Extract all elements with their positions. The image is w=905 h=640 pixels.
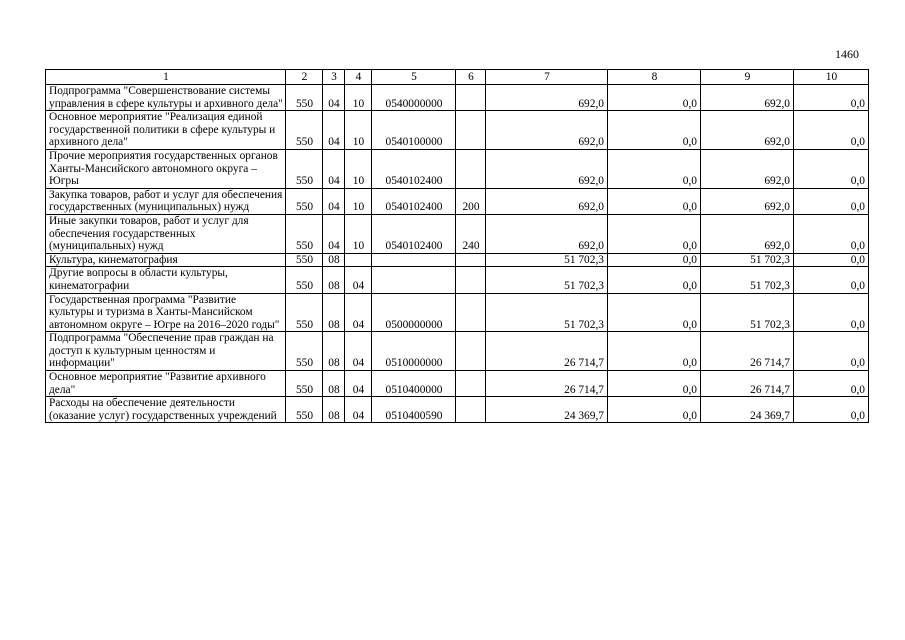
- subsection-cell: 04: [345, 332, 372, 371]
- table-row: [46, 267, 869, 293]
- target-article-cell: 0500000000: [372, 293, 456, 332]
- amount-cell: 0,0: [608, 188, 701, 214]
- target-article-cell: [372, 253, 456, 267]
- amount-cell: 692,0: [701, 149, 794, 188]
- expense-type-cell: [456, 253, 486, 267]
- target-article-cell: 0540100000: [372, 111, 456, 150]
- expense-type-cell: [456, 332, 486, 371]
- admin-code-cell: 550: [286, 332, 323, 371]
- table-row: [46, 253, 869, 267]
- section-cell: 08: [323, 332, 345, 371]
- admin-code-cell: 550: [286, 371, 323, 397]
- section-cell: 04: [323, 85, 345, 111]
- admin-code-cell: 550: [286, 397, 323, 423]
- table-row: [46, 293, 869, 332]
- amount-cell: 692,0: [486, 85, 608, 111]
- admin-code-cell: 550: [286, 214, 323, 253]
- amount-cell: 0,0: [608, 111, 701, 150]
- admin-code-cell: 550: [286, 188, 323, 214]
- section-cell: 04: [323, 214, 345, 253]
- row-name-cell: Закупка товаров, работ и услуг для обеспечения государственных (муниципальных) нужд: [46, 188, 286, 214]
- amount-cell: 0,0: [794, 149, 869, 188]
- section-cell: 08: [323, 253, 345, 267]
- budget-table: [45, 69, 869, 423]
- amount-cell: 0,0: [608, 267, 701, 293]
- subsection-cell: 04: [345, 267, 372, 293]
- expense-type-cell: [456, 149, 486, 188]
- expense-type-cell: [456, 267, 486, 293]
- amount-cell: 24 369,7: [486, 397, 608, 423]
- amount-cell: 692,0: [701, 188, 794, 214]
- target-article-cell: 0540102400: [372, 188, 456, 214]
- column-header: 9: [701, 70, 794, 85]
- amount-cell: 0,0: [794, 293, 869, 332]
- header-row: [46, 70, 869, 85]
- admin-code-cell: 550: [286, 111, 323, 150]
- row-name-cell: Государственная программа "Развитие культуры и туризма в Ханты-Мансийском автономном округе – Югре на 2016–2020 годы": [46, 293, 286, 332]
- amount-cell: 26 714,7: [486, 371, 608, 397]
- amount-cell: 0,0: [794, 85, 869, 111]
- target-article-cell: 0540102400: [372, 214, 456, 253]
- target-article-cell: 0510400000: [372, 371, 456, 397]
- amount-cell: 692,0: [486, 149, 608, 188]
- amount-cell: 692,0: [486, 214, 608, 253]
- table-row: [46, 332, 869, 371]
- admin-code-cell: 550: [286, 85, 323, 111]
- expense-type-cell: 200: [456, 188, 486, 214]
- subsection-cell: [345, 253, 372, 267]
- amount-cell: 692,0: [701, 85, 794, 111]
- amount-cell: 51 702,3: [486, 267, 608, 293]
- section-cell: 08: [323, 267, 345, 293]
- subsection-cell: 10: [345, 85, 372, 111]
- amount-cell: 0,0: [608, 253, 701, 267]
- admin-code-cell: 550: [286, 253, 323, 267]
- row-name-cell: Подпрограмма "Обеспечение прав граждан на доступ к культурным ценностям и информации": [46, 332, 286, 371]
- target-article-cell: [372, 267, 456, 293]
- amount-cell: 0,0: [608, 214, 701, 253]
- row-name-cell: Прочие мероприятия государственных органов Ханты-Мансийского автономного округа – Югры: [46, 149, 286, 188]
- admin-code-cell: 550: [286, 149, 323, 188]
- amount-cell: 0,0: [794, 397, 869, 423]
- page-number: 1460: [835, 47, 859, 61]
- amount-cell: 692,0: [701, 214, 794, 253]
- amount-cell: 0,0: [794, 267, 869, 293]
- expense-type-cell: [456, 293, 486, 332]
- amount-cell: 51 702,3: [701, 267, 794, 293]
- amount-cell: 0,0: [608, 397, 701, 423]
- expense-type-cell: [456, 111, 486, 150]
- expense-type-cell: [456, 85, 486, 111]
- subsection-cell: 04: [345, 397, 372, 423]
- amount-cell: 0,0: [794, 111, 869, 150]
- row-name-cell: Подпрограмма "Совершенствование системы управления в сфере культуры и архивного дела": [46, 85, 286, 111]
- row-name-cell: Другие вопросы в области культуры, кинематографии: [46, 267, 286, 293]
- amount-cell: 0,0: [794, 253, 869, 267]
- target-article-cell: 0510400590: [372, 397, 456, 423]
- amount-cell: 0,0: [608, 332, 701, 371]
- row-name-cell: Расходы на обеспечение деятельности (оказание услуг) государственных учреждений: [46, 397, 286, 423]
- amount-cell: 0,0: [608, 371, 701, 397]
- section-cell: 08: [323, 371, 345, 397]
- expense-type-cell: [456, 371, 486, 397]
- amount-cell: 0,0: [794, 371, 869, 397]
- amount-cell: 692,0: [486, 188, 608, 214]
- column-header: 6: [456, 70, 486, 85]
- target-article-cell: 0510000000: [372, 332, 456, 371]
- amount-cell: 24 369,7: [701, 397, 794, 423]
- amount-cell: 51 702,3: [701, 253, 794, 267]
- column-header: 2: [286, 70, 323, 85]
- table-row: [46, 397, 869, 423]
- section-cell: 08: [323, 397, 345, 423]
- target-article-cell: 0540102400: [372, 149, 456, 188]
- column-header: 5: [372, 70, 456, 85]
- table-row: [46, 111, 869, 150]
- amount-cell: 26 714,7: [701, 332, 794, 371]
- row-name-cell: Основное мероприятие "Развитие архивного дела": [46, 371, 286, 397]
- admin-code-cell: 550: [286, 267, 323, 293]
- amount-cell: 51 702,3: [486, 253, 608, 267]
- amount-cell: 0,0: [608, 293, 701, 332]
- amount-cell: 0,0: [794, 188, 869, 214]
- subsection-cell: 10: [345, 214, 372, 253]
- expense-type-cell: [456, 397, 486, 423]
- column-header: 3: [323, 70, 345, 85]
- amount-cell: 0,0: [794, 332, 869, 371]
- amount-cell: 51 702,3: [486, 293, 608, 332]
- admin-code-cell: 550: [286, 293, 323, 332]
- amount-cell: 26 714,7: [486, 332, 608, 371]
- amount-cell: 0,0: [608, 85, 701, 111]
- section-cell: 04: [323, 111, 345, 150]
- table-row: [46, 371, 869, 397]
- amount-cell: 692,0: [701, 111, 794, 150]
- expense-type-cell: 240: [456, 214, 486, 253]
- row-name-cell: Культура, кинематография: [46, 253, 286, 267]
- column-header: 8: [608, 70, 701, 85]
- column-header: 10: [794, 70, 869, 85]
- table-row: [46, 85, 869, 111]
- table-row: [46, 188, 869, 214]
- amount-cell: 51 702,3: [701, 293, 794, 332]
- table-row: [46, 214, 869, 253]
- subsection-cell: 10: [345, 149, 372, 188]
- section-cell: 04: [323, 188, 345, 214]
- row-name-cell: Основное мероприятие "Реализация единой государственной политики в сфере культуры и архивного дела": [46, 111, 286, 150]
- target-article-cell: 0540000000: [372, 85, 456, 111]
- row-name-cell: Иные закупки товаров, работ и услуг для обеспечения государственных (муниципальных) нужд: [46, 214, 286, 253]
- section-cell: 04: [323, 149, 345, 188]
- subsection-cell: 04: [345, 371, 372, 397]
- amount-cell: 0,0: [608, 149, 701, 188]
- subsection-cell: 10: [345, 188, 372, 214]
- amount-cell: 692,0: [486, 111, 608, 150]
- subsection-cell: 10: [345, 111, 372, 150]
- column-header: 4: [345, 70, 372, 85]
- section-cell: 08: [323, 293, 345, 332]
- table-row: [46, 149, 869, 188]
- amount-cell: 26 714,7: [701, 371, 794, 397]
- amount-cell: 0,0: [794, 214, 869, 253]
- column-header: 7: [486, 70, 608, 85]
- subsection-cell: 04: [345, 293, 372, 332]
- column-header: 1: [46, 70, 286, 85]
